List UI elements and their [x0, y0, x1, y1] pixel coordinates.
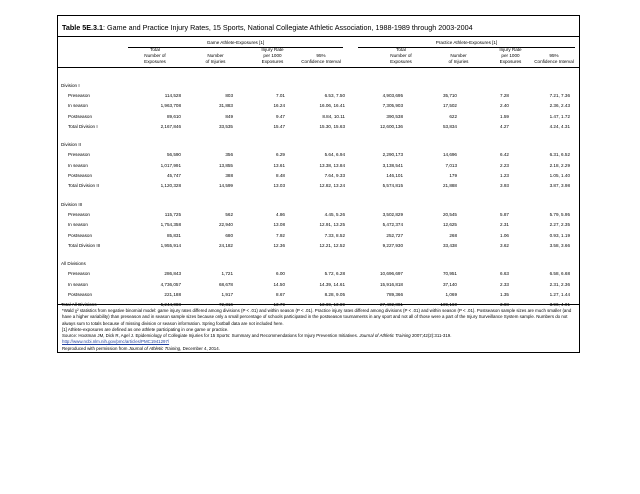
table-row [61, 209, 576, 219]
header-line: Confidence Interval [534, 59, 574, 64]
source-citation: 2007;42(2):311-319. [410, 333, 452, 339]
row-label: Preseason [68, 271, 90, 277]
data-cell: 7.64, 9.33 [324, 173, 345, 179]
data-cell: 72,316 [218, 302, 233, 308]
data-cell: 68,678 [218, 281, 233, 287]
data-cell: 3.87, 3.98 [549, 183, 570, 189]
empty-cell [187, 199, 239, 209]
data-cell: 6.42 [500, 152, 509, 158]
data-cell: 1.05, 1.40 [549, 173, 570, 179]
data-cell: 252,727 [386, 232, 403, 238]
header-game-total-exposures [130, 47, 180, 65]
game-group-header: Game Athlete-Exposures [1] [206, 40, 265, 45]
row-label: In season [68, 281, 88, 287]
data-cell: 12,600,136 [380, 123, 403, 129]
empty-cell [351, 139, 409, 149]
data-cell: 221,188 [164, 291, 181, 297]
data-cell: 849 [225, 113, 233, 119]
table-row [61, 240, 576, 250]
data-cell: 8.84, 10.11 [322, 113, 345, 119]
empty-cell [291, 199, 351, 209]
data-cell: 3,138,541 [382, 162, 403, 168]
section-header-row [61, 80, 576, 90]
data-cell: 33,438 [442, 242, 457, 248]
data-cell: 14.39, 14.61 [319, 281, 345, 287]
data-cell: 286,843 [164, 271, 181, 277]
table-title [62, 23, 473, 32]
data-cell: 35,710 [442, 92, 457, 98]
data-cell: 6.31, 6.52 [549, 152, 570, 158]
table-row [61, 289, 576, 299]
data-cell: 12,625 [442, 222, 457, 228]
data-cell: 5.79, 5.95 [549, 211, 570, 217]
header-line: Exposures [390, 59, 412, 64]
data-cell: 1.23 [500, 173, 509, 179]
empty-cell [409, 80, 463, 90]
data-cell: 9.47 [276, 113, 285, 119]
row-label: Total Division III [68, 242, 101, 248]
source-journal: Journal of Athletic Training [359, 333, 411, 339]
data-cell: 70,951 [442, 271, 457, 277]
data-cell: 1,721 [221, 271, 233, 277]
data-cell: 115,725 [164, 211, 181, 217]
data-cell: 15.30, 15.63 [319, 123, 345, 129]
spacer-cell [61, 191, 576, 199]
repro-journal: Journal of Athletic Training [128, 345, 181, 351]
data-cell: 12.91, 13.25 [319, 222, 345, 228]
data-cell: 10,696,697 [380, 271, 403, 277]
data-cell: 56,590 [166, 152, 181, 158]
empty-cell [515, 199, 576, 209]
data-cell: 7,305,903 [382, 103, 403, 109]
section-header-row [61, 199, 576, 209]
empty-cell [187, 139, 239, 149]
table-row [61, 181, 576, 191]
data-cell: 16.24 [273, 103, 285, 109]
section-header-row [61, 139, 576, 149]
data-cell: 24,182 [218, 242, 233, 248]
data-table [61, 80, 576, 310]
data-cell: 8.67 [276, 291, 285, 297]
data-cell: 9,227,930 [382, 242, 403, 248]
data-cell: 3.93 [500, 183, 509, 189]
table-caption: : Game and Practice Injury Rates, 15 Sports, National Collegiate Athletic Association, 1988-1989 through 2003-2004 [103, 23, 473, 32]
spacer-row [61, 131, 576, 139]
row-label: Preseason [68, 92, 90, 98]
data-cell: 45,747 [166, 173, 181, 179]
data-cell: 85,831 [166, 232, 181, 238]
data-cell: 2,290,173 [382, 152, 403, 158]
data-cell: 1,963,708 [160, 103, 181, 109]
section-name: Division III [61, 201, 83, 207]
data-cell: 3.62 [500, 242, 509, 248]
practice-group-header: Practice Athlete-Exposures [1] [435, 40, 498, 45]
data-cell: 31,883 [218, 103, 233, 109]
header-game-rate [250, 47, 295, 65]
header-line: per 1000 [501, 53, 520, 58]
empty-cell [291, 80, 351, 90]
table-row [61, 150, 576, 160]
data-cell: 27,402,881 [380, 302, 403, 308]
data-cell: 388 [225, 173, 233, 179]
empty-cell [239, 258, 291, 268]
data-cell: 15,916,818 [380, 281, 403, 287]
data-cell: 2.27, 2.35 [549, 222, 570, 228]
row-label: Preseason [68, 152, 90, 158]
note-statistics: *Wald χ² statistics from negative binomial model: game injury rates differed among divisions (P < .01) and within season (P < .01). Practice injury rates differed among divisions (P < .01) and within season (P < .01). Postseason sample sizes are much smaller (and have a higher variability) than preseason and in season sample sizes because only a small percentage of schools participated in the postseason tournaments in any sport and not all of those were a part of the Injury Surveillance System sample. Numbers do not always sum to totals because of missing division or season information. Spring football data are not included here. [62, 308, 572, 326]
note-exposures: [1] Athlete-exposures are defined as one athlete participating in one game or practice. [62, 326, 229, 332]
data-cell: 680 [225, 232, 233, 238]
header-game-ci [294, 53, 348, 65]
note-reproduced [62, 346, 577, 352]
data-cell: 2.36, 2.43 [549, 103, 570, 109]
empty-cell [409, 199, 463, 209]
data-cell: 12.21, 12.52 [319, 242, 345, 248]
header-line: Total [396, 47, 406, 52]
table-number: Table 5E.3.1 [62, 23, 104, 32]
data-cell: 13.08 [273, 222, 285, 228]
section-header-row [61, 258, 576, 268]
data-cell: 7.33, 8.52 [324, 232, 345, 238]
data-cell: 562 [225, 211, 233, 217]
data-cell: 14,599 [218, 183, 233, 189]
data-cell: 15.47 [273, 123, 285, 129]
data-cell: 4.86 [276, 211, 285, 217]
data-cell: 2.33 [500, 281, 509, 287]
header-line: Number [207, 53, 224, 58]
empty-cell [351, 80, 409, 90]
data-cell: 13.03 [273, 183, 285, 189]
header-line: Confidence Interval [301, 59, 341, 64]
data-cell: 13.61 [273, 162, 285, 168]
data-cell: 13.79 [273, 302, 285, 308]
header-line: Exposures [499, 59, 522, 64]
data-cell: 2.18, 2.29 [549, 162, 570, 168]
empty-cell [463, 139, 515, 149]
data-cell: 146,101 [386, 173, 403, 179]
data-cell: 7.28 [500, 92, 509, 98]
empty-cell [515, 258, 576, 268]
data-cell: 268 [449, 232, 457, 238]
data-cell: 0.93, 1.19 [549, 232, 570, 238]
row-label: Postseason [68, 291, 93, 297]
empty-cell [409, 258, 463, 268]
data-cell: 789,366 [386, 291, 403, 297]
data-cell: 1,017,991 [160, 162, 181, 168]
data-cell: 12.36 [273, 242, 285, 248]
data-cell: 12.82, 13.24 [319, 183, 345, 189]
data-cell: 1,069 [445, 291, 457, 297]
data-cell: 1,955,914 [160, 242, 181, 248]
data-cell: 1.59 [500, 113, 509, 119]
data-cell: 8.28, 9.05 [324, 291, 345, 297]
data-cell: 7.01 [276, 92, 285, 98]
data-cell: 2.23 [500, 162, 509, 168]
table-row [61, 121, 576, 131]
header-line: Injury Rate [499, 47, 522, 52]
empty-cell [515, 139, 576, 149]
data-cell: 2.40 [500, 103, 509, 109]
data-cell: 1.47, 1.72 [549, 113, 570, 119]
row-label: In season [68, 162, 88, 168]
table-notes [62, 308, 577, 352]
data-cell: 4.27 [500, 123, 509, 129]
header-line: Number [450, 53, 467, 58]
table-row [61, 220, 576, 230]
data-cell: 1,754,358 [160, 222, 181, 228]
data-cell: 53,834 [442, 123, 457, 129]
data-cell: 6.29 [276, 152, 285, 158]
header-line: Number of [144, 53, 166, 58]
data-cell: 2.31, 2.36 [549, 281, 570, 287]
row-label: Postseason [68, 232, 93, 238]
data-cell: 14,696 [442, 152, 457, 158]
data-cell: 2.31 [500, 222, 509, 228]
section-name: Division II [61, 142, 81, 148]
empty-cell [291, 258, 351, 268]
header-line: 95% [549, 53, 559, 58]
data-cell: 390,538 [386, 113, 403, 119]
table-row [61, 101, 576, 111]
data-cell: 6.53, 7.50 [324, 92, 345, 98]
header-line: Exposures [144, 59, 166, 64]
row-label: Total Division I [68, 123, 98, 129]
data-cell: 5.87 [500, 211, 509, 217]
data-cell: 21,888 [442, 183, 457, 189]
header-rule [58, 67, 579, 68]
data-cell: 20,545 [442, 211, 457, 217]
empty-cell [409, 139, 463, 149]
empty-cell [129, 80, 187, 90]
data-cell: 7.21, 7.36 [549, 92, 570, 98]
empty-cell [463, 80, 515, 90]
header-practice-total-exposures [376, 47, 426, 65]
empty-cell [239, 139, 291, 149]
data-cell: 5,472,374 [382, 222, 403, 228]
header-line: 95% [316, 53, 326, 58]
data-cell: 22,940 [218, 222, 233, 228]
data-cell: 5,574,815 [382, 183, 403, 189]
data-cell: 33,535 [218, 123, 233, 129]
data-cell: 3.98 [500, 302, 509, 308]
row-label: Postseason [68, 173, 93, 179]
header-game-injuries [193, 53, 238, 65]
header-line: Number of [390, 53, 412, 58]
data-cell: 8.48 [276, 173, 285, 179]
row-label: Preseason [68, 211, 90, 217]
spacer-cell [61, 131, 576, 139]
table-row [61, 230, 576, 240]
repro-text: Reproduced with permission from [62, 345, 129, 351]
data-cell: 13.38, 13.84 [319, 162, 345, 168]
table-row [61, 111, 576, 121]
empty-cell [129, 199, 187, 209]
header-practice-injuries [436, 53, 481, 65]
data-cell: 16.06, 16.41 [319, 103, 345, 109]
header-line: Exposures [261, 59, 284, 64]
data-cell: 1.06 [500, 232, 509, 238]
row-label: In season [68, 103, 88, 109]
row-label: Total All Divisions [61, 302, 97, 308]
data-cell: 17,502 [442, 103, 457, 109]
data-cell: 37,140 [442, 281, 457, 287]
header-practice-ci [528, 53, 580, 65]
data-cell: 5,244,088 [160, 302, 181, 308]
data-cell: 4,736,057 [160, 281, 181, 287]
empty-cell [463, 199, 515, 209]
repro-date: , December 4, 2014. [180, 345, 220, 351]
spacer-row [61, 191, 576, 199]
empty-cell [515, 80, 576, 90]
data-cell: 3.96, 4.01 [549, 302, 570, 308]
title-rule [58, 36, 579, 37]
data-cell: 179 [449, 173, 457, 179]
data-cell: 13,855 [218, 162, 233, 168]
data-cell: 622 [449, 113, 457, 119]
data-cell: 89,610 [166, 113, 181, 119]
empty-cell [291, 139, 351, 149]
data-cell: 1,917 [221, 291, 233, 297]
header-line: Injury Rate [261, 47, 284, 52]
empty-cell [187, 258, 239, 268]
header-line: per 1000 [263, 53, 282, 58]
data-cell: 109,160 [440, 302, 457, 308]
spacer-cell [61, 250, 576, 258]
data-cell: 14.50 [273, 281, 285, 287]
header-line: of Injuries [448, 59, 469, 64]
empty-cell [129, 258, 187, 268]
empty-cell [187, 80, 239, 90]
spacer-row [61, 250, 576, 258]
data-cell: 4.45, 5.26 [324, 211, 345, 217]
header-line: of Injuries [205, 59, 226, 64]
data-cell: 6.58, 6.68 [549, 271, 570, 277]
section-name: All Divisions [61, 261, 86, 267]
table-frame [57, 15, 580, 353]
section-name: Division I [61, 82, 80, 88]
data-cell: 13.69, 13.89 [319, 302, 345, 308]
data-cell: 1,120,328 [160, 183, 181, 189]
empty-cell [463, 258, 515, 268]
header-practice-rate [488, 47, 533, 65]
data-cell: 3.58, 3.66 [549, 242, 570, 248]
table-row [61, 279, 576, 289]
data-cell: 114,528 [164, 92, 181, 98]
data-cell: 5.64, 6.94 [324, 152, 345, 158]
data-cell: 7.92 [276, 232, 285, 238]
source-text: Source: Hootman JM, Dick R, Agel J. Epidemiology of Collegiate Injuries for 15 Sports: Summary and Recommendations for Injury Prevention Initiatives. [62, 333, 359, 339]
data-cell: 4,903,695 [382, 92, 403, 98]
header-line: Total [150, 47, 160, 52]
row-label: Total Division II [68, 183, 99, 189]
data-cell: 356 [225, 152, 233, 158]
source-link[interactable]: http://www.ncbi.nlm.nih.gov/pmc/articles/PMC1941297/ [62, 339, 170, 345]
data-cell: 1.27, 1.44 [549, 291, 570, 297]
table-row [61, 170, 576, 180]
data-cell: 3,502,829 [382, 211, 403, 217]
data-cell: 1.35 [500, 291, 509, 297]
table-row [61, 160, 576, 170]
data-cell: 6.00 [276, 271, 285, 277]
row-label: In season [68, 222, 88, 228]
empty-cell [239, 80, 291, 90]
footer-rule [58, 304, 579, 305]
empty-cell [351, 199, 409, 209]
empty-cell [351, 258, 409, 268]
table-row [61, 90, 576, 100]
data-cell: 7,013 [445, 162, 457, 168]
data-cell: 6.63 [500, 271, 509, 277]
data-cell: 5.72, 6.28 [324, 271, 345, 277]
empty-cell [239, 199, 291, 209]
data-cell: 2,167,846 [160, 123, 181, 129]
row-label: Postseason [68, 113, 93, 119]
table-row [61, 269, 576, 279]
data-cell: 4.24, 4.31 [549, 123, 570, 129]
empty-cell [129, 139, 187, 149]
data-cell: 803 [225, 92, 233, 98]
